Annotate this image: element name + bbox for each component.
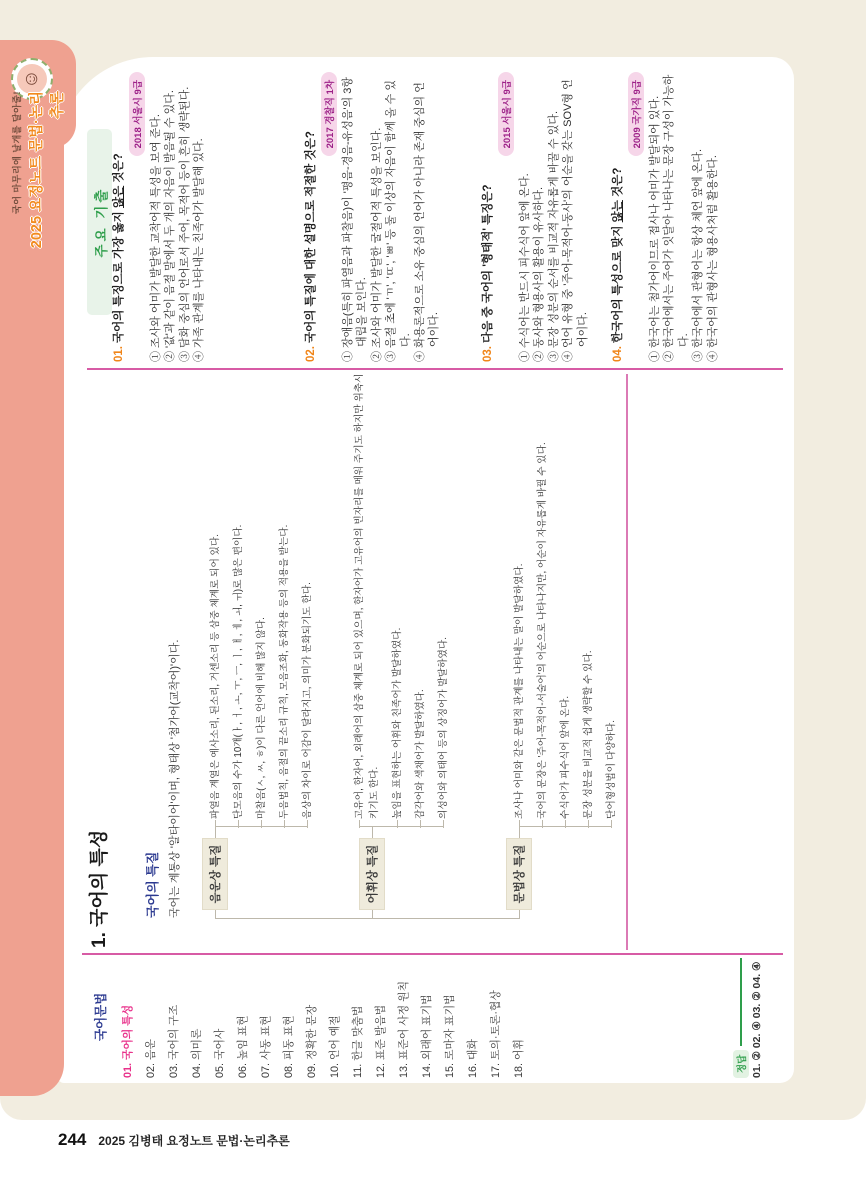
exam-badge: 2009 국가직 9급 xyxy=(628,72,644,156)
toc-item-17[interactable]: 17. 토의·토론·협상 xyxy=(490,990,502,1078)
toc-item-05[interactable]: 05. 국어사 xyxy=(214,1028,226,1078)
tree-stub-line xyxy=(519,909,520,919)
section-heading: 1. 국어의 특성 xyxy=(89,829,110,948)
page-number: 244 xyxy=(58,1130,87,1149)
toc-item-10[interactable]: 10. 언어 예절 xyxy=(329,1015,341,1078)
branch-box-phonology: 음운상 특질 xyxy=(202,838,228,910)
question-text xyxy=(304,72,318,362)
option[interactable]: ④ 화용론적으로 소유 중심의 언어가 아니라 존재 중심의 언어이다. xyxy=(414,82,441,362)
toc-item-12[interactable]: 12. 표준 발음법 xyxy=(375,1004,387,1078)
option[interactable]: ② 조사와 어미가 발달한 굴절어적 특성을 보인다. xyxy=(370,127,383,362)
note-line: 파열음 계열은 예사소리, 된소리, 거센소리 등 삼중 체계로 되어 있다. xyxy=(208,359,223,819)
tree-stub-line xyxy=(215,909,216,919)
exam-badge: 2017 경찰직 1차 xyxy=(321,72,337,156)
question-number: 03. xyxy=(482,346,494,362)
toc-header: 국어문법 xyxy=(94,992,108,1041)
question-pre: 국어의 특징으로 가장 옳지 xyxy=(113,208,125,343)
question-03 xyxy=(481,72,590,362)
option[interactable]: ③ 음절 초에 'ㄲ', 'ㄸ', 'ㅃ' 등 둘 이상의 자음이 함께 올 수 있다. xyxy=(385,80,412,362)
option[interactable]: ① 장애음(특히 파열음과 파찰음)이 '평음-경음-유성음'의 3항 대립을 보인다. xyxy=(342,76,369,362)
toc-item-13[interactable]: 13. 표준어 사정 원칙 xyxy=(398,980,410,1078)
question-text xyxy=(112,72,126,362)
option[interactable]: ② '값'과 같이 음절 말에서 두 개의 자음이 발음될 수 있다. xyxy=(164,90,177,362)
note-line: 높임을 표현하는 어휘와 친족어가 발달하였다. xyxy=(390,359,405,819)
grammar-details xyxy=(512,359,627,819)
note-line: 의성어와 의태어 등의 상징어가 발달하였다. xyxy=(436,359,451,819)
option[interactable]: ④ 언어 유형 중 '주어-목적어-동사'의 어순을 갖는 SOV형 언어이다. xyxy=(562,79,589,362)
note-line: 음상의 차이로 어감이 달라지고, 의미가 분화되기도 한다. xyxy=(300,359,315,819)
note-line: 두음법칙, 음절의 끝소리 규칙, 모음조화, 동화작용 등의 적용을 받는다. xyxy=(277,359,292,819)
tree-stub-line xyxy=(372,826,373,838)
toc-item-11[interactable]: 11. 한글 맞춤법 xyxy=(352,1005,364,1078)
panel-divider-line xyxy=(87,369,783,371)
tab-title: 2025 요정노트 문법·논리추론 xyxy=(29,91,66,249)
branch-box-grammar: 문법상 특질 xyxy=(506,838,532,910)
page-footer xyxy=(58,1130,290,1150)
option[interactable]: ③ 한국어에서 관형어는 항상 체언 앞에 온다. xyxy=(692,148,705,362)
question-number: 01. xyxy=(113,346,125,362)
question-pre: 국어의 특질에 대한 설명으로 적절한 것은? xyxy=(305,131,317,343)
option[interactable]: ① 한국어는 첨가어이므로 접사나 어미가 발달되어 있다. xyxy=(649,95,661,362)
question-text xyxy=(481,72,495,362)
exam-badge: 2018 서울시 9급 xyxy=(129,72,145,156)
question-number: 02. xyxy=(305,346,317,362)
note-line: 국어의 문장은 '주어-목적어-서술어'의 어순으로 나타나지만, 어순이 자유롭게 바뀔 수 있다. xyxy=(535,359,550,819)
option[interactable]: ② 동사와 형용사의 활용이 유사하다. xyxy=(533,186,546,362)
note-line: 단어형성법이 다양하다. xyxy=(604,359,619,819)
toc-item-02[interactable]: 02. 음운 xyxy=(145,1039,157,1078)
book-title: 2025 김병태 요정노트 문법·논리추론 xyxy=(98,1134,290,1148)
answer-badge: 정답 xyxy=(733,1050,749,1078)
question-underlined: 않은 xyxy=(113,185,125,209)
note-line: 수식어가 피수식어 앞에 온다. xyxy=(558,359,573,819)
mascot-face-icon: ☺ xyxy=(17,64,47,94)
question-number: 04. xyxy=(612,346,624,362)
question-underlined: 않는 xyxy=(612,200,624,223)
toc-divider-line xyxy=(82,954,783,956)
question-pre: 한국어의 특성으로 맞지 xyxy=(612,222,624,343)
question-04 xyxy=(611,72,720,362)
toc-item-07[interactable]: 07. 사동 표현 xyxy=(260,1015,272,1078)
question-02 xyxy=(304,72,442,362)
exam-badge: 2015 서울시 9급 xyxy=(498,72,514,156)
tree-bracket-line xyxy=(359,826,444,827)
options xyxy=(149,72,207,362)
lexicon-details xyxy=(352,359,459,819)
tree-intro-text: 국어는 계통상 '알타이어'이며, 형태상 '첨가어(교착어)'이다. xyxy=(169,639,181,918)
note-line: 마찰음(ㅅ, ㅆ, ㅎ)이 다른 언어에 비해 많지 않다. xyxy=(254,359,269,819)
options xyxy=(518,72,590,362)
option[interactable]: ① 조사와 어미가 발달한 교착어적 특성을 보여 준다. xyxy=(150,114,162,362)
toc-item-06[interactable]: 06. 높임 표현 xyxy=(237,1015,249,1078)
phonology-details xyxy=(208,359,323,819)
tree-stub-line xyxy=(372,909,373,919)
option[interactable]: ① 수식어는 반드시 피수식어 앞에 온다. xyxy=(519,173,531,362)
options xyxy=(341,72,442,362)
quiz-header-box: 주요 기출 xyxy=(87,129,112,315)
note-line: 조사나 어미와 같은 문법적 관계를 나타내는 말이 발달하였다. xyxy=(512,359,527,819)
note-line: 감각어와 색채어가 발달하였다. xyxy=(413,359,428,819)
question-post: 것은? xyxy=(612,167,624,201)
toc-item-14[interactable]: 14. 외래어 표기법 xyxy=(421,994,433,1078)
note-line: 고유어, 한자어, 외래어의 삼중 체계로 되어 있으며, 한자어가 고유어의 빈자리를 메워 주기도 하지만 위축시키기도 한다. xyxy=(352,371,382,819)
tab-slogan: 국어 마무리에 날개를 달아줄! xyxy=(12,91,22,214)
question-pre: 다음 중 국어의 '형태적' 특징은? xyxy=(482,184,494,343)
toc-item-16[interactable]: 16. 대화 xyxy=(467,1039,479,1078)
options xyxy=(648,72,720,362)
option[interactable]: ③ 담화 중심의 언어로서 주어, 목적어 등이 흔히 생략된다. xyxy=(178,86,191,362)
branch-box-lexicon: 어휘상 특질 xyxy=(359,838,385,910)
note-line: 단모음의 수가 10개(ㅏ, ㅓ, ㅗ, ㅜ, ㅡ, ㅣ, ㅐ, ㅔ, ㅚ, ㅟ)로 많은 편이다. xyxy=(231,359,246,819)
section-end-rule xyxy=(626,374,628,950)
toc-item-04[interactable]: 04. 의미론 xyxy=(191,1028,203,1078)
toc-item-03[interactable]: 03. 국어의 구조 xyxy=(168,1004,180,1078)
answer-key-row xyxy=(733,958,749,1078)
answer-rule xyxy=(740,958,742,1046)
rotated-content xyxy=(58,57,793,1177)
toc-item-01[interactable]: 01. 국어의 특성 xyxy=(122,1004,134,1078)
option[interactable]: ④ 한국어의 관형사는 형용사처럼 활용한다. xyxy=(706,155,719,362)
question-text xyxy=(611,72,625,362)
toc-item-15[interactable]: 15. 로마자 표기법 xyxy=(444,994,456,1078)
side-tab-text xyxy=(10,91,66,249)
tree-trunk-line xyxy=(215,918,520,919)
question-01 xyxy=(112,72,207,362)
option[interactable]: ② 한국어에서는 주어가 잇달아 나타나는 문장 구성이 가능하다. xyxy=(663,74,690,362)
answer-values: 01. ② 02. ④ 03. ② 04. ④ xyxy=(751,961,763,1078)
tree-root-label: 국어의 특질 xyxy=(145,851,160,918)
option[interactable]: ③ 문장 성분의 순서를 비교적 자유롭게 바꿀 수 있다. xyxy=(547,110,560,362)
question-post: 것은? xyxy=(113,153,125,186)
option[interactable]: ④ 가족 관계를 나타내는 친족어가 발달해 있다. xyxy=(193,138,206,362)
toc-item-08[interactable]: 08. 피동 표현 xyxy=(283,1015,295,1078)
toc-item-18[interactable]: 18. 어휘 xyxy=(513,1039,525,1078)
note-line: 문장 성분을 비교적 쉽게 생략할 수 있다. xyxy=(581,359,596,819)
toc-item-09[interactable]: 09. 정확한 문장 xyxy=(306,1004,318,1078)
